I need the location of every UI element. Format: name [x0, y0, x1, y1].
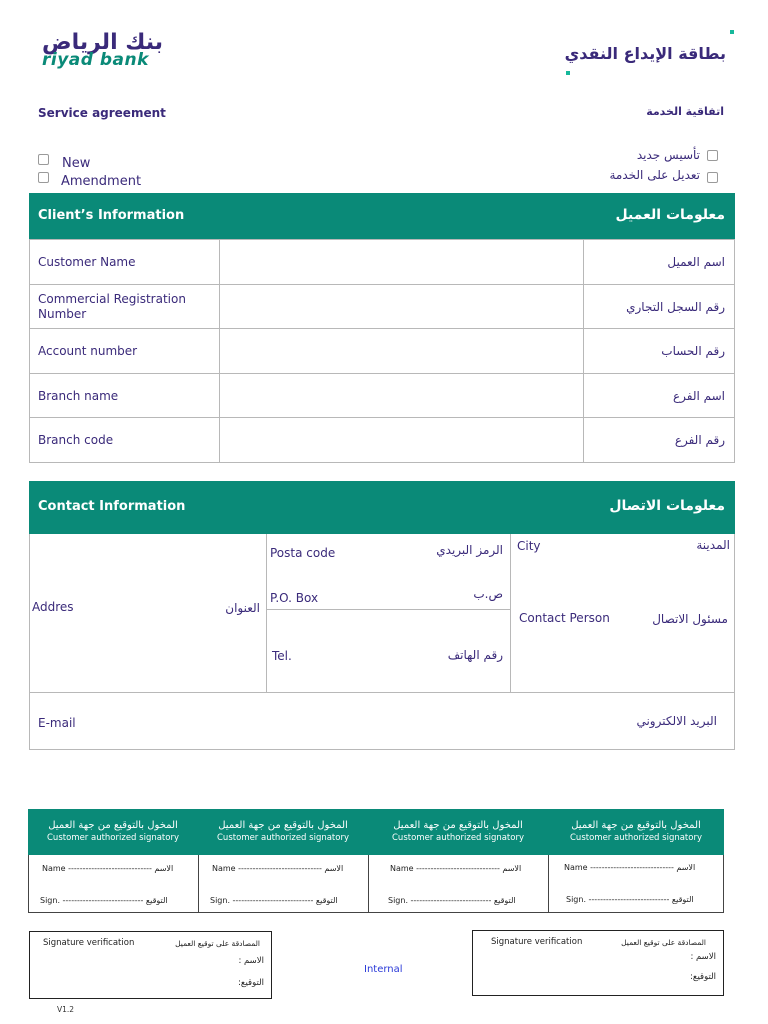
- signatory-4-name-field[interactable]: Name ----------------------------- الاسم: [564, 863, 696, 872]
- signatory-title-ar: المخول بالتوقيع من جهة العميل: [218, 820, 348, 831]
- divider: [510, 534, 511, 693]
- table-row: [30, 329, 735, 374]
- signatory-title-ar: المخول بالتوقيع من جهة العميل: [393, 820, 523, 831]
- cr-number-label-ar: رقم السجل التجاري: [584, 285, 735, 329]
- amendment-label-ar: تعديل على الخدمة: [609, 168, 700, 182]
- verification-title: Signature verification: [491, 937, 583, 947]
- signatory-1-sign-field[interactable]: Sign. ---------------------------- التوقيع: [40, 896, 168, 905]
- decor-dot: [730, 30, 734, 34]
- new-label: New: [62, 156, 91, 171]
- tel-label-ar: رقم الهاتف: [447, 648, 503, 662]
- branch-name-field[interactable]: [219, 374, 583, 418]
- service-agreement-label-ar: اتفاقية الخدمة: [646, 105, 724, 118]
- signatory-title-ar: المخول بالتوقيع من جهة العميل: [48, 820, 178, 831]
- city-label: City: [517, 539, 541, 553]
- signatory-title-en: Customer authorized signatory: [570, 833, 702, 843]
- address-label: Addres: [32, 600, 74, 614]
- contact-info-title-ar: معلومات الاتصال: [609, 498, 725, 514]
- table-row: [30, 374, 735, 418]
- decor-dot: [566, 71, 570, 75]
- signatory-2-name-field[interactable]: Name ----------------------------- الاسم: [212, 864, 344, 873]
- divider: [29, 692, 735, 693]
- branch-code-label-ar: رقم الفرع: [584, 418, 735, 463]
- contact-info-title: Contact Information: [38, 499, 186, 514]
- amendment-checkbox-ar[interactable]: [707, 172, 718, 183]
- contact-info-header: [29, 481, 735, 534]
- logo-english: riyad bank: [42, 50, 149, 70]
- service-agreement-label: Service agreement: [38, 106, 166, 120]
- amendment-checkbox[interactable]: [38, 172, 49, 183]
- account-number-field[interactable]: [219, 329, 583, 374]
- signatory-title-en: Customer authorized signatory: [217, 833, 349, 843]
- client-info-title-ar: معلومات العميل: [615, 207, 725, 223]
- table-row: [30, 285, 735, 329]
- signatory-3-sign-field[interactable]: Sign. ---------------------------- التوقيع: [388, 896, 516, 905]
- page-title: بطاقة الإيداع النقدي: [564, 44, 726, 63]
- cr-number-field[interactable]: [219, 285, 583, 329]
- account-number-label-ar: رقم الحساب: [584, 329, 735, 374]
- tel-label: Tel.: [272, 649, 292, 663]
- verification-title-ar: المصادقة على توقيع العميل: [175, 939, 260, 948]
- signatory-2-sign-field[interactable]: Sign. ---------------------------- التوقيع: [210, 896, 338, 905]
- new-checkbox[interactable]: [38, 154, 49, 165]
- contact-person-label: Contact Person: [519, 611, 610, 625]
- table-row: [30, 418, 735, 463]
- divider: [198, 855, 199, 913]
- signatory-col-header: [548, 809, 724, 855]
- verification-title: Signature verification: [43, 938, 135, 948]
- verification-name-ar: الاسم :: [238, 956, 264, 966]
- signatory-4-sign-field[interactable]: Sign. ---------------------------- التوقيع: [566, 895, 694, 904]
- account-number-label: Account number: [30, 329, 220, 374]
- po-box-label: P.O. Box: [270, 591, 319, 605]
- customer-name-label: Customer Name: [30, 240, 220, 285]
- customer-name-label-ar: اسم العميل: [584, 240, 735, 285]
- signatory-header: [28, 809, 724, 855]
- verification-sign-ar: التوقيع:: [238, 978, 264, 988]
- divider: [548, 855, 549, 913]
- email-label: E-mail: [38, 716, 76, 730]
- branch-name-label: Branch name: [30, 374, 220, 418]
- cr-number-label: Commercial Registration Number: [30, 285, 220, 329]
- verification-name-ar: الاسم :: [690, 952, 716, 962]
- signatory-1-name-field[interactable]: Name ----------------------------- الاسم: [42, 864, 174, 873]
- contact-info-box: [29, 534, 735, 750]
- branch-code-label: Branch code: [30, 418, 220, 463]
- postal-code-label-ar: الرمز البريدي: [436, 543, 503, 557]
- divider: [266, 609, 511, 610]
- table-row: [30, 240, 735, 285]
- po-box-label-ar: ص.ب: [473, 587, 503, 601]
- address-label-ar: العنوان: [225, 601, 260, 615]
- signatory-title-en: Customer authorized signatory: [392, 833, 524, 843]
- signatory-col-header: [198, 809, 368, 855]
- divider: [266, 534, 267, 693]
- signatory-title-ar: المخول بالتوقيع من جهة العميل: [571, 820, 701, 831]
- new-checkbox-ar[interactable]: [707, 150, 718, 161]
- customer-name-field[interactable]: [219, 240, 583, 285]
- postal-code-label: Posta code: [270, 546, 336, 560]
- client-info-title: Client’s Information: [38, 208, 185, 223]
- version-label: V1.2: [57, 1005, 75, 1014]
- client-info-header: [29, 193, 735, 239]
- branch-code-field[interactable]: [219, 418, 583, 463]
- email-label-ar: البريد الالكتروني: [636, 714, 717, 728]
- verification-title-ar: المصادقة على توقيع العميل: [621, 938, 706, 947]
- classification-label: Internal: [364, 964, 403, 975]
- client-info-table: [29, 239, 735, 463]
- divider: [368, 855, 369, 913]
- signatory-col-header: [368, 809, 548, 855]
- city-label-ar: المدينة: [696, 538, 730, 552]
- contact-person-label-ar: مسئول الاتصال: [652, 612, 728, 626]
- logo-arabic: بنك الرياض: [42, 30, 163, 55]
- new-label-ar: تأسيس جديد: [636, 148, 700, 162]
- signatory-title-en: Customer authorized signatory: [47, 833, 179, 843]
- branch-name-label-ar: اسم الفرع: [584, 374, 735, 418]
- verification-sign-ar: التوقيع:: [690, 972, 716, 982]
- signatory-col-header: [28, 809, 198, 855]
- amendment-label: Amendment: [61, 174, 142, 189]
- signatory-3-name-field[interactable]: Name ----------------------------- الاسم: [390, 864, 522, 873]
